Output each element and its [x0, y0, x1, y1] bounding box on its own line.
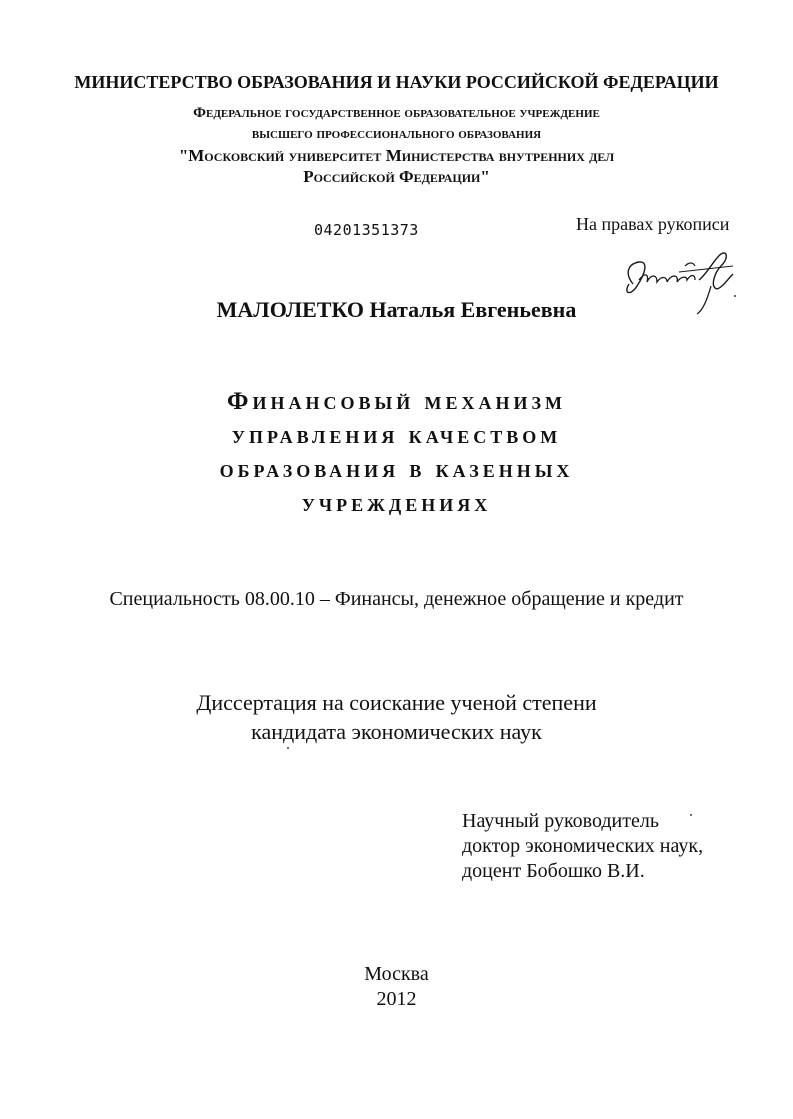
- supervisor-line: доктор экономических наук,: [462, 835, 704, 857]
- supervisor-line: доцент Бобошко В.И.: [462, 860, 645, 882]
- author-name: МАЛОЛЕТКО Наталья Евгеньевна: [216, 297, 577, 322]
- title-line: управления качеством: [231, 422, 562, 449]
- supervisor-block: [462, 809, 703, 884]
- institution-line: Федеральное государственное образовательное учреждение: [193, 105, 600, 121]
- institution-line: "Московский университет Министерства внутренних дел: [178, 146, 615, 165]
- degree-statement: [0, 688, 793, 746]
- city: Москва: [364, 963, 429, 985]
- title-line: образования в казенных: [219, 456, 574, 483]
- dissertation-title: [0, 385, 793, 521]
- ministry-heading: МИНИСТЕРСТВО ОБРАЗОВАНИЯ И НАУКИ РОССИЙСКОЙ ФЕДЕРАЦИИ: [74, 72, 719, 92]
- institution-line: высшего профессионального образования: [251, 126, 542, 142]
- institution-heading: [0, 103, 793, 187]
- institution-line: Российской Федерации": [303, 167, 490, 186]
- degree-line: кандидата экономических наук: [251, 719, 542, 744]
- scan-speck: [287, 747, 289, 749]
- manuscript-note: На правах рукописи: [576, 214, 730, 234]
- city-year: [0, 962, 793, 1012]
- document-number: 04201351373: [314, 221, 419, 239]
- title-line: Финансовый механизм: [227, 388, 566, 415]
- supervisor-line: Научный руководитель: [462, 810, 659, 832]
- year: 2012: [376, 988, 417, 1010]
- title-line: учреждениях: [301, 490, 492, 517]
- specialty: Специальность 08.00.10 – Финансы, денежное обращение и кредит: [109, 588, 684, 610]
- degree-line: Диссертация на соискание ученой степени: [196, 690, 597, 715]
- scan-speck: [690, 814, 692, 816]
